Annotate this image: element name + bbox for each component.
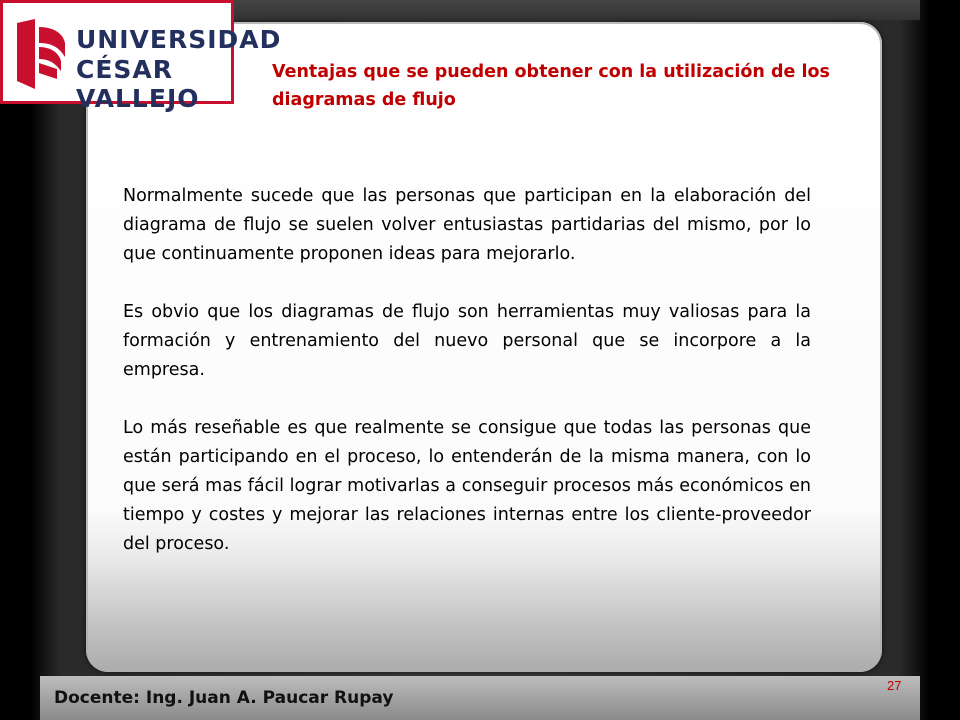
paragraph-2: Es obvio que los diagramas de flujo son herramientas muy valiosas para la formación y entrenamiento del nuevo personal que se incorpore a la empresa.	[123, 302, 811, 380]
paragraph-3: Lo más reseñable es que realmente se consigue que todas las personas que están participando en el proceso, lo entenderán de la misma manera, con lo que será mas fácil lograr motivarlas a conseguir procesos más económicos en tiempo y costes y mejorar las relaciones internas entre los cliente-proveedor del proceso.	[123, 418, 811, 554]
docente-label: Docente: Ing. Juan A. Paucar Rupay	[54, 688, 394, 708]
slide-title: Ventajas que se pueden obtener con la utilización de los diagramas de flujo	[272, 62, 830, 110]
university-logo	[0, 0, 282, 113]
page-number: 27	[887, 678, 902, 693]
logo-text-universidad: UNIVERSIDAD	[76, 25, 282, 54]
logo-text-cesar-vallejo: CÉSAR VALLEJO	[76, 55, 200, 113]
slide-body	[123, 182, 811, 588]
paragraph-1: Normalmente sucede que las personas que participan en la elaboración del diagrama de flujo se suelen volver entusiastas partidarias del mismo, por lo que continuamente proponen ideas para mejorarlo.	[123, 186, 811, 264]
ucv-logo-icon	[13, 17, 67, 91]
